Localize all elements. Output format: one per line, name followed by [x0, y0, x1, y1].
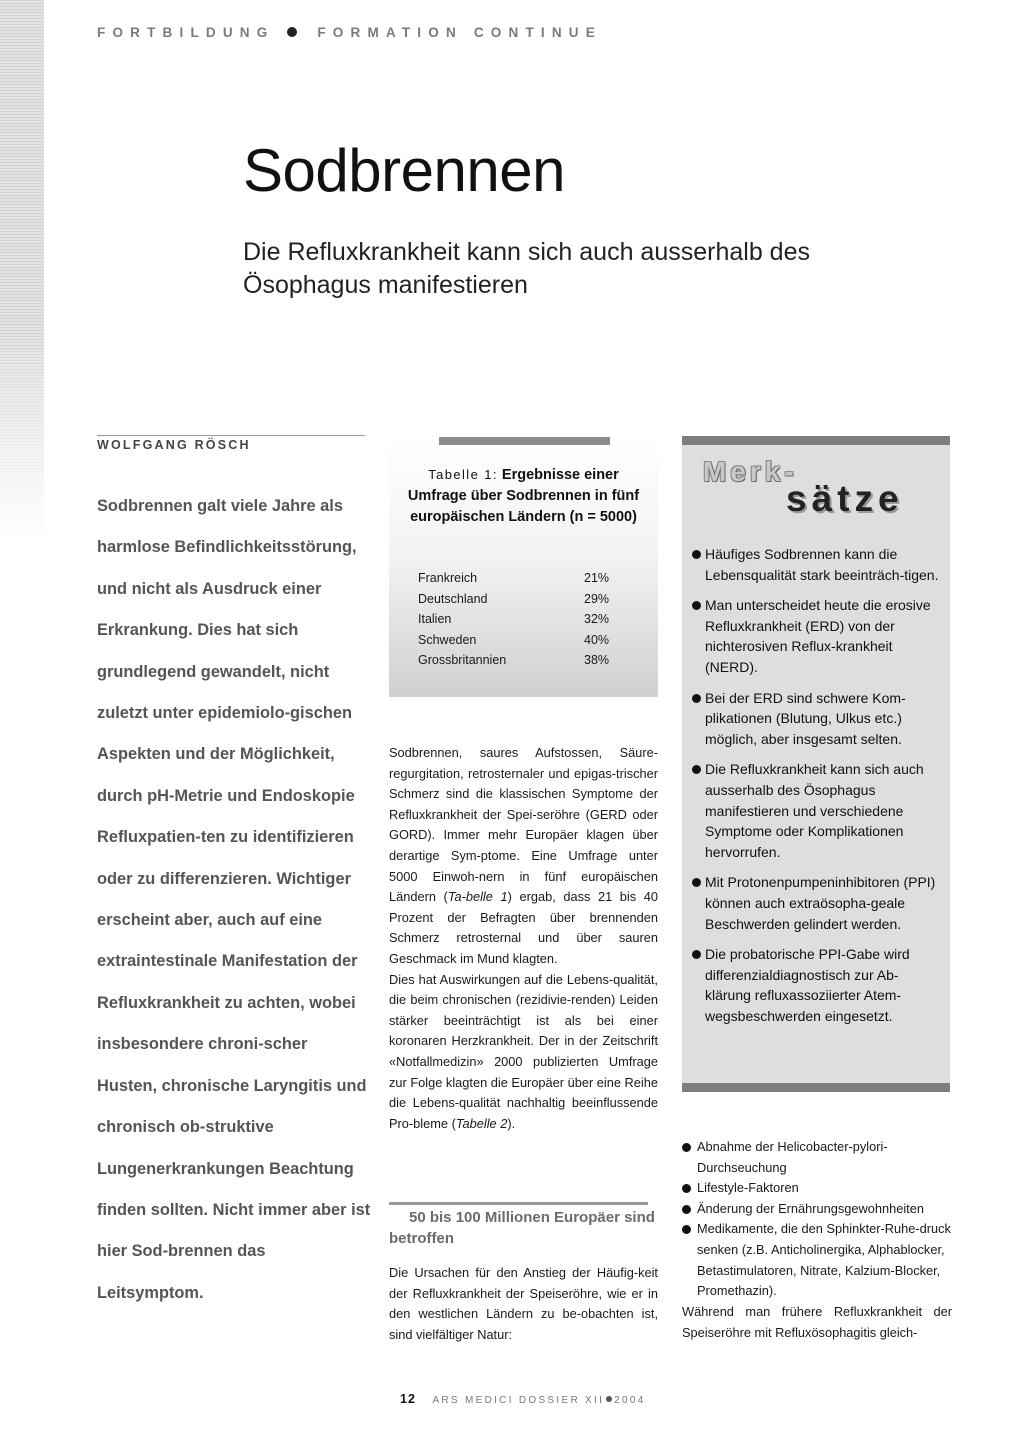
table-1-caption-text: Ergebnisse einer Umfrage über Sodbrennen in fünf europäischen Ländern (n = 5000)	[407, 467, 640, 525]
body-paragraph: Die Ursachen für den Anstieg der Häufig-keit der Refluxkrankheit der Speiseröhre, wie er in den westlichen Ländern zu be-obachten ist, sind vielfältiger Natur:	[389, 1265, 658, 1342]
merksaetze-list	[692, 544, 942, 1036]
table-row	[418, 589, 628, 610]
subheading-divider	[389, 1202, 648, 1205]
body-text: Dies hat Auswirkungen auf die Lebens-qualität, die beim chronischen (rezidivie-renden) Leiden stärker beeinträchtigt ist als bei einer koronaren Herzkrankheit. Der in der Zeitschrift «Notfallmedizin» 2000 publizierten Umfrage zur Folge klagten die Europäer über eine Reihe die Lebens-qualität nachhaltig beeinflussende Pro-bleme (	[389, 971, 658, 1131]
table-1-label: Tabelle 1:	[428, 467, 498, 482]
section-subheading: 50 bis 100 Millionen Europäer sind betroffen	[389, 1209, 655, 1247]
running-head-left: FORTBILDUNG	[97, 25, 275, 40]
article-title: Sodbrennen	[243, 137, 565, 204]
table-row	[418, 609, 628, 630]
list-item: Man unterscheidet heute die erosive Refluxkrankheit (ERD) von der nichterosiven Reflux-krankheit (NERD).	[692, 595, 942, 677]
table-cell-country: Schweden	[418, 632, 477, 647]
list-item: Lifestyle-Faktoren	[682, 1178, 952, 1199]
list-item: Medikamente, die den Sphinkter-Ruhe-druck senken (z.B. Anticholinergika, Alphablocker, Betastimulatoren, Nitrate, Kalzium-Blocker, Promethazin).	[682, 1219, 952, 1301]
body-text: ).	[507, 1115, 516, 1131]
merksaetze-title-line2: sätze	[786, 478, 904, 519]
table-row	[418, 650, 628, 671]
list-item: Abnahme der Helicobacter-pylori-Durchseuchung	[682, 1137, 952, 1178]
running-head-right: FORMATION CONTINUE	[317, 25, 602, 40]
running-head	[97, 25, 602, 40]
table-cell-value: 32%	[584, 612, 610, 627]
page-number: 12	[400, 1392, 416, 1406]
bullet-dot-icon	[287, 27, 297, 37]
table-cell-country: Grossbritannien	[418, 653, 507, 668]
merksaetze-title-line1: Merk-	[703, 456, 798, 487]
table-1-body	[418, 568, 628, 671]
list-item: Die Refluxkrankheit kann sich auch ausserhalb des Ösophagus manifestieren und verschiedene Symptome oder Komplikationen hervorrufen.	[692, 759, 942, 862]
bullet-dot-icon	[606, 1396, 612, 1402]
table-cell-country: Italien	[418, 612, 452, 627]
table-reference: Tabelle 2	[455, 1115, 508, 1131]
table-1-caption	[400, 464, 647, 528]
table-cell-value: 29%	[584, 591, 610, 606]
body-text: ) ergab, dass 21 bis 40 Prozent der Befragten über brennenden Schmerz retrosternal und über sauren Geschmack im Mund klagten.	[389, 889, 659, 966]
lead-paragraph: Sodbrennen galt viele Jahre als harmlose Befindlichkeitsstörung, und nicht als Ausdruck einer Erkrankung. Dies hat sich grundlegend gewandelt, nicht zuletzt unter epidemiolo-gischen Aspekten und der Möglichkeit, durch pH-Metrie und Endoskopie Refluxpatien-ten zu identifizieren oder zu differenzieren. Wichtiger erscheint aber, auch auf eine extraintestinale Manifestation der Refluxkrankheit zu achten, wobei insbesondere chroni-scher Husten, chronische Laryngitis und chronisch ob-struktive Lungenerkrankungen Beachtung finden sollten. Nicht immer aber ist hier Sod-brennen das Leitsymptom.	[97, 497, 371, 1302]
table-row	[418, 568, 628, 589]
table-cell-value: 38%	[584, 653, 610, 668]
journal-year: 2004	[614, 1395, 646, 1406]
list-item: Die probatorische PPI-Gabe wird differenzialdiagnostisch zur Ab-klärung refluxassoziierter Atem-wegsbeschwerden eingesetzt.	[692, 944, 942, 1026]
page-footer	[400, 1392, 646, 1406]
causes-list	[682, 1137, 952, 1302]
table-cell-value: 21%	[584, 571, 610, 585]
decorative-edge-strip	[0, 0, 44, 540]
table-1-top-bar	[439, 437, 610, 445]
list-item: Bei der ERD sind schwere Kom-plikationen (Blutung, Ulkus etc.) möglich, aber insgesamt selten.	[692, 688, 942, 750]
body-paragraph: Während man frühere Refluxkrankheit der Speiseröhre mit Refluxösophagitis gleich-	[682, 1304, 952, 1340]
body-paragraph	[389, 970, 658, 1135]
journal-name: ARS MEDICI DOSSIER XII	[432, 1395, 605, 1406]
body-text: Sodbrennen, saures Aufstossen, Säure-regurgitation, retrosternaler und epigas-trischer Schmerz sind die klassischen Symptome der Refluxkrankheit der Spei-seröhre (GERD oder GORD). Immer mehr Europäer klagen über derartige Sym-ptome. Eine Umfrage unter 5000 Einwoh-nern in fünf europäischen Ländern (	[389, 745, 658, 905]
list-item: Mit Protonenpumpeninhibitoren (PPI) können auch extraösopha-geale Beschwerden gelindert werden.	[692, 872, 942, 934]
body-column-middle	[389, 743, 658, 1134]
list-item: Häufiges Sodbrennen kann die Lebensqualität stark beeinträch-tigen.	[692, 544, 942, 585]
table-cell-value: 40%	[584, 632, 610, 647]
table-cell-country: Frankreich	[418, 571, 478, 585]
author-name: WOLFGANG RÖSCH	[97, 438, 251, 452]
table-row	[418, 630, 628, 651]
body-paragraph	[389, 743, 658, 970]
table-cell-country: Deutschland	[418, 591, 488, 606]
author-divider	[97, 435, 365, 436]
article-subtitle: Die Refluxkrankheit kann sich auch ausserhalb des Ösophagus manifestieren	[243, 238, 810, 299]
list-item: Änderung der Ernährungsgewohnheiten	[682, 1199, 952, 1220]
table-reference: Ta-belle 1	[447, 889, 508, 905]
